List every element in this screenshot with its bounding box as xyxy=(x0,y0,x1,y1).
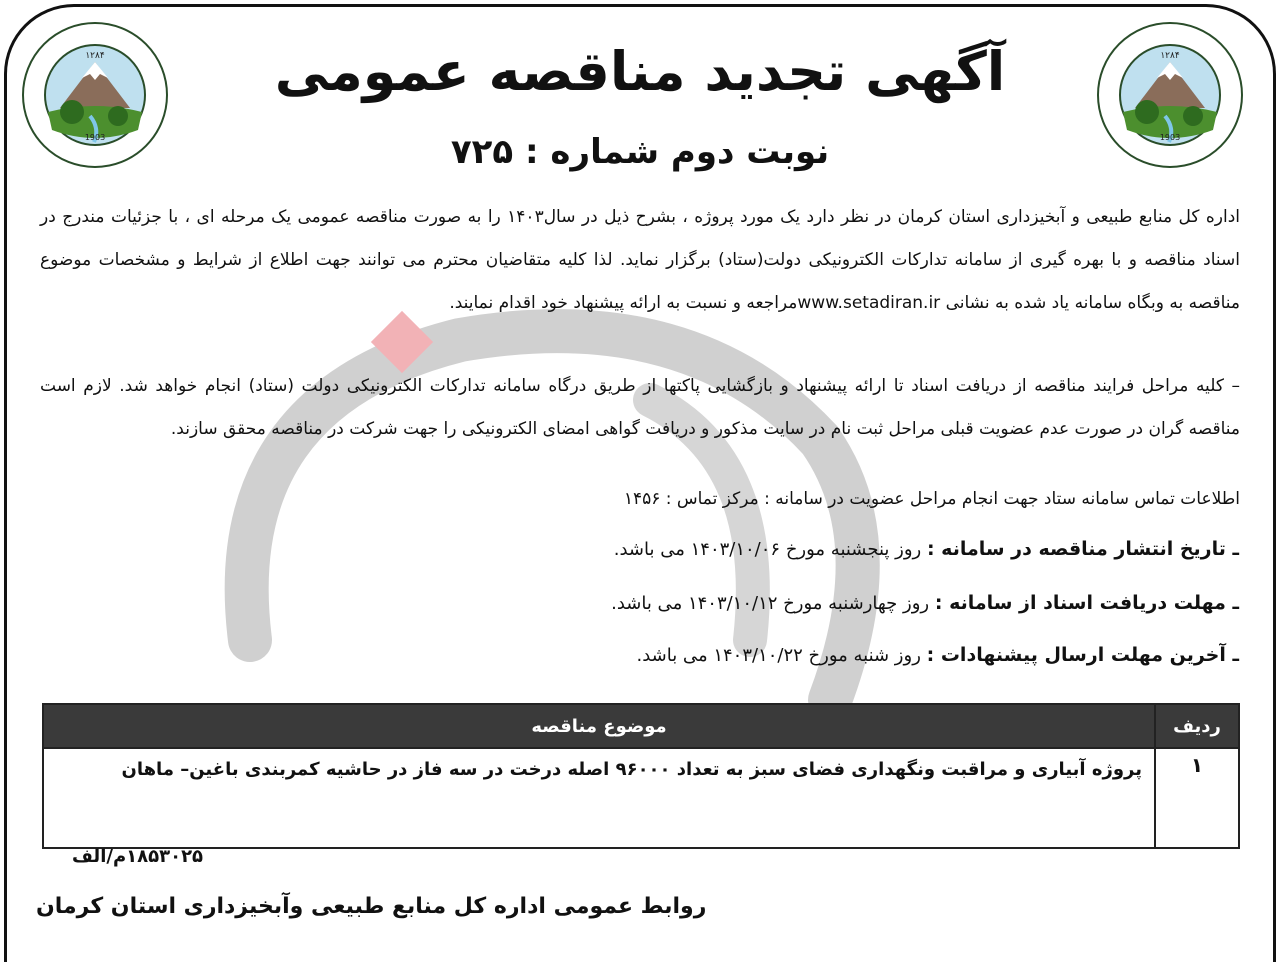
date-label: ـ تاریخ انتشار مناقصه در سامانه : xyxy=(926,538,1239,560)
subject-cell: پروژه آبیاری و مراقبت ونگهداری فضای سبز به تعداد ۹۶۰۰۰ اصله درخت در سه فاز در حاشیه کمربندی باغین– ماهان xyxy=(43,748,1155,848)
notice-number: نوبت دوم شماره : ۷۲۵ xyxy=(450,132,830,172)
row-number-cell: ۱ xyxy=(1155,748,1239,848)
forest-organization-logo-left xyxy=(20,20,170,170)
date-label: ـ مهلت دریافت اسناد از سامانه : xyxy=(934,592,1239,614)
logo-year-bottom: 1903 xyxy=(1159,133,1181,142)
footer-signature: روابط عمومی اداره کل منابع طبیعی وآبخیزداری استان کرمان xyxy=(36,894,707,919)
process-paragraph: – کلیه مراحل فرایند مناقصه از دریافت اسناد تا ارائه پیشنهاد و بازگشایی پاکتها از طریق درگاه سامانه تدارکات الکترونیکی دولت (ستاد) انجام خواهد شد. لازم است مناقصه گران در صورت عدم عضویت قبلی مراحل ثبت نام در سایت مذکور و دریافت گواهی امضای الکترونیکی را جهت شرکت در مناقصه محقق سازند. xyxy=(40,376,1240,439)
publish-date-row xyxy=(614,538,1239,560)
column-header-row-number: ردیف xyxy=(1155,704,1239,748)
table-row xyxy=(43,748,1239,848)
logo-year-bottom: 1903 xyxy=(84,133,106,142)
documents-deadline-row xyxy=(611,592,1239,614)
forest-organization-logo-right xyxy=(1095,20,1245,170)
date-value: روز شنبه مورخ ۱۴۰۳/۱۰/۲۲ می باشد. xyxy=(636,645,921,666)
contact-info: اطلاعات تماس سامانه ستاد جهت انجام مراحل عضویت در سامانه : مرکز تماس : ۱۴۵۶ xyxy=(623,489,1240,509)
page-title: آگهی تجدید مناقصه عمومی xyxy=(274,40,1006,103)
reference-code: ۱۸۵۳۰۲۵م/الف xyxy=(72,846,204,867)
logo-year-top: ۱۲۸۴ xyxy=(85,51,105,61)
date-label: ـ آخرین مهلت ارسال پیشنهادات : xyxy=(926,644,1239,666)
date-value: روز چهارشنبه مورخ ۱۴۰۳/۱۰/۱۲ می باشد. xyxy=(611,593,930,614)
submission-deadline-row xyxy=(636,644,1239,666)
tender-table xyxy=(42,703,1240,849)
intro-paragraph: اداره کل منابع طبیعی و آبخیزداری استان کرمان در نظر دارد یک مورد پروژه ، بشرح ذیل در سال۱۴۰۳ را به صورت مناقصه عمومی یک مرحله ای ، با جزئیات مندرج در اسناد مناقصه و با بهره گیری از سامانه تدارکات الکترونیکی دولت(ستاد) برگزار نماید. لذا کلیه متقاضیان محترم می توانند جهت اطلاع از شرایط و مشخصات موضوع مناقصه به وبگاه سامانه یاد شده به نشانی www.setadiran.irمراجعه و نسبت به ارائه پیشنهاد خود اقدام نمایند. xyxy=(40,207,1240,313)
table-header-row xyxy=(43,704,1239,748)
column-header-subject: موضوع مناقصه xyxy=(43,704,1155,748)
date-value: روز پنجشنبه مورخ ۱۴۰۳/۱۰/۰۶ می باشد. xyxy=(613,539,922,560)
logo-year-top: ۱۲۸۴ xyxy=(1160,51,1180,61)
